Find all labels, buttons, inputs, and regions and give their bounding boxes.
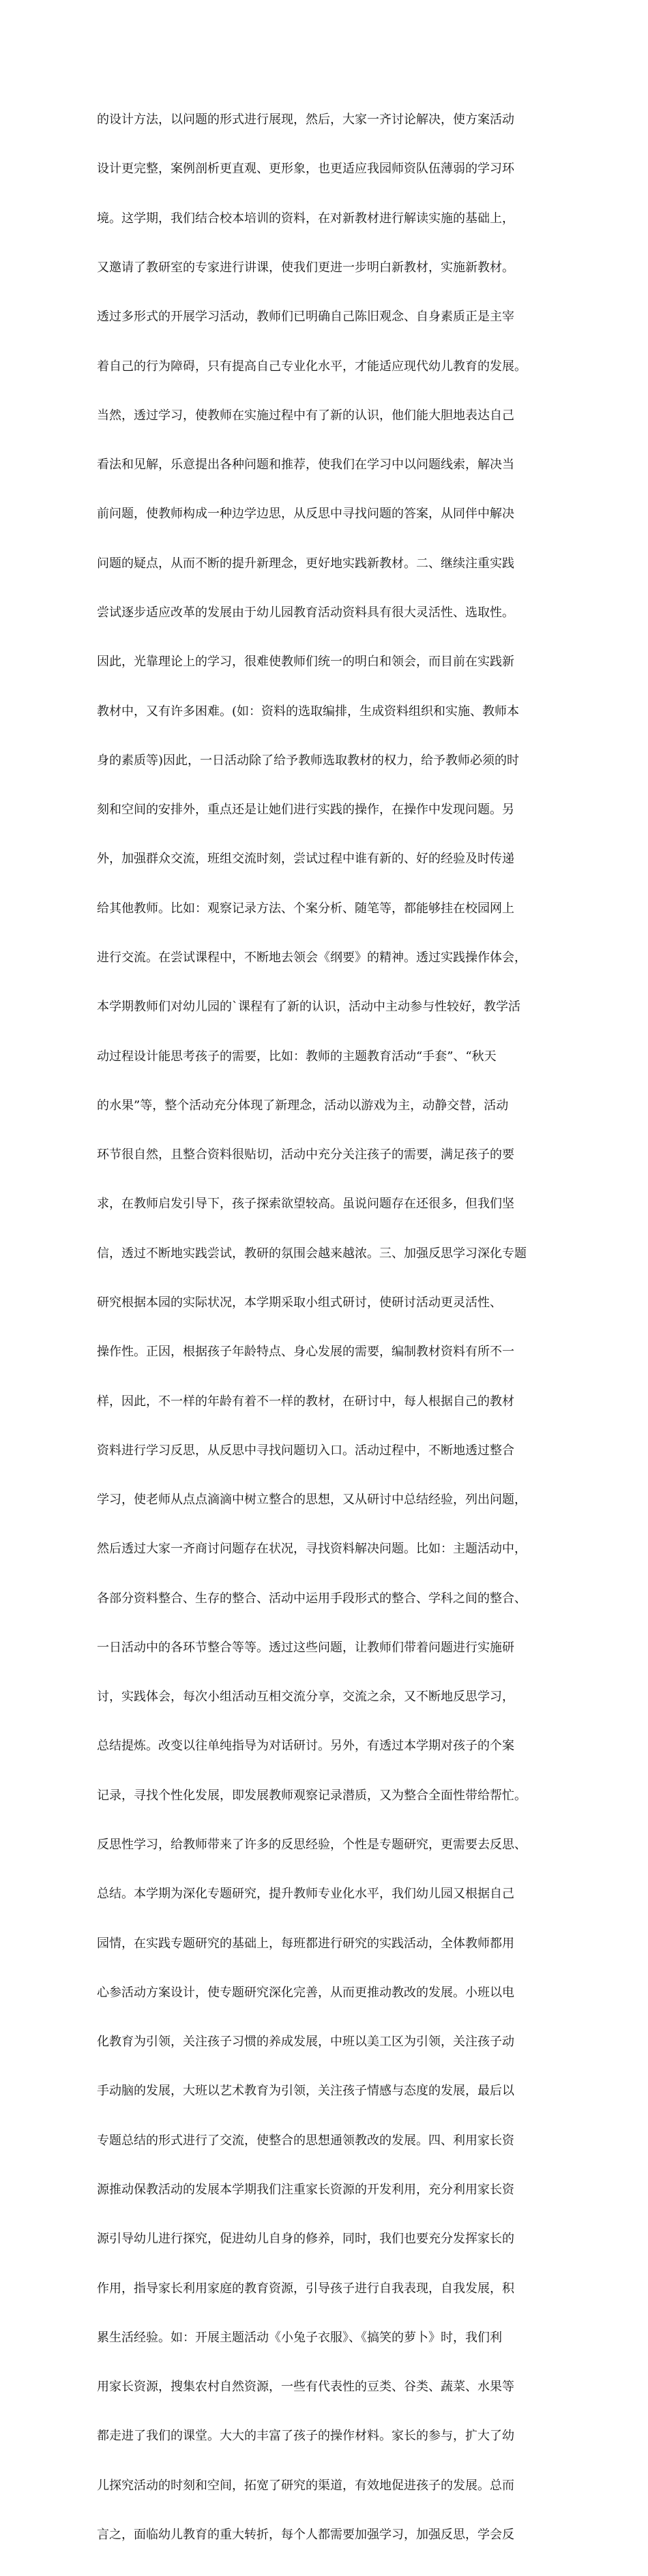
text-line: 设计更完整，案例剖析更直观、更形象，也更适应我园师资队伍薄弱的学习环 (97, 162, 514, 177)
text-line: 各部分资料整合、生存的整合、活动中运用手段形式的整合、学科之间的整合、 (97, 1591, 527, 1606)
text-line: 讨，实践体会，每次小组活动互相交流分享，交流之余，又不断地反思学习， (97, 1690, 514, 1705)
text-line: 心参活动方案设计，使专题研究深化完善，从而更推动教改的发展。小班以电 (97, 1985, 514, 2000)
text-line: 源推动保教活动的发展本学期我们注重家长资源的开发利用，充分利用家长资 (97, 2183, 514, 2197)
text-line: 透过多形式的开展学习活动，教师们已明确自己陈旧观念、自身素质正是主宰 (97, 310, 514, 325)
text-line: 源引导幼儿进行探究，促进幼儿自身的修养，同时，我们也要充分发挥家长的 (97, 2232, 514, 2247)
text-line: 用家长资源，搜集农村自然资源，一些有代表性的豆类、谷类、蔬菜、水果等 (97, 2380, 514, 2395)
text-line: 求，在教师启发引导下，孩子探索欲望较高。虽说问题存在还很多，但我们坚 (97, 1197, 514, 1212)
text-line: 然后透过大家一齐商讨问题存在状况，寻找资料解决问题。比如：主题活动中， (97, 1542, 527, 1557)
text-line: 信，透过不断地实践尝试，教研的氛围会越来越浓。三、加强反思学习深化专题 (97, 1246, 527, 1261)
text-line: 问题的疑点，从而不断的提升新理念，更好地实践新教材。二、继续注重实践 (97, 556, 514, 571)
text-line: 教材中，又有许多困难。(如：资料的选取编排，生成资料组织和实施、教师本 (97, 704, 520, 719)
text-line: 反思性学习，给教师带来了许多的反思经验，个性是专题研究，更需要去反思、 (97, 1838, 527, 1853)
text-line: 化教育为引领，关注孩子习惯的养成发展，中班以美工区为引领，关注孩子动 (97, 2035, 514, 2050)
text-line: 操作性。正因，根据孩子年龄特点、身心发展的需要，编制教材资料有所不一 (97, 1345, 514, 1360)
text-line: 手动脑的发展，大班以艺术教育为引领，关注孩子情感与态度的发展，最后以 (97, 2084, 514, 2099)
text-line: 都走进了我们的课堂。大大的丰富了孩子的操作材料。家长的参与，扩大了幼 (97, 2429, 514, 2444)
text-line: 外，加强群众交流，班组交流时刻，尝试过程中谁有新的、好的经验及时传递 (97, 852, 514, 867)
text-line: 本学期教师们对幼儿园的`课程有了新的认识，活动中主动参与性较好，教学活 (97, 1000, 520, 1015)
text-line: 园情，在实践专题研究的基础上，每班都进行研究的实践活动，全体教师都用 (97, 1936, 514, 1951)
text-line: 专题总结的形式进行了交流，使整合的思想通领教改的发展。四、利用家长资 (97, 2133, 514, 2148)
text-line: 学习，使老师从点点滴滴中树立整合的思想，又从研讨中总结经验，列出问题， (97, 1493, 527, 1508)
text-line: 进行交流。在尝试课程中，不断地去领会《纲要》的精神。透过实践操作体会， (97, 950, 527, 965)
text-line: 刻和空间的安排外，重点还是让她们进行实践的操作，在操作中发现问题。另 (97, 803, 514, 818)
text-line: 样，因此，不一样的年龄有着不一样的教材，在研讨中，每人根据自己的教材 (97, 1394, 514, 1409)
body-text (97, 79, 554, 2576)
text-line: 累生活经验。如：开展主题活动《小兔子衣服》、《搞笑的萝卜》时，我们利 (97, 2330, 502, 2345)
text-line: 的设计方法，以问题的形式进行展现，然后，大家一齐讨论解决，使方案活动 (97, 113, 514, 128)
text-line: 儿探究活动的时刻和空间，拓宽了研究的渠道，有效地促进孩子的发展。总而 (97, 2478, 514, 2493)
text-line: 当然，透过学习，使教师在实施过程中有了新的认识，他们能大胆地表达自己 (97, 408, 514, 423)
text-line: 又邀请了教研室的专家进行讲课，使我们更进一步明白新教材，实施新教材。 (97, 260, 514, 275)
text-line: 着自己的行为障碍，只有提高自己专业化水平，才能适应现代幼儿教育的发展。 (97, 359, 527, 374)
text-line: 身的素质等)因此，一日活动除了给予教师选取教材的权力，给予教师必须的时 (97, 753, 520, 768)
text-line: 研究根据本园的实际状况，本学期采取小组式研讨，使研讨活动更灵活性、 (97, 1295, 502, 1310)
text-line: 动过程设计能思考孩子的需要，比如：教师的主题教育活动“手套”、“秋天 (97, 1049, 497, 1064)
text-line: 给其他教师。比如：观察记录方法、个案分析、随笔等，都能够挂在校园网上 (97, 901, 514, 916)
text-line: 记录，寻找个性化发展，即发展教师观察记录潜质，又为整合全面性带给帮忙。 (97, 1788, 527, 1803)
text-line: 前问题，使教师构成一种边学边思，从反思中寻找问题的答案，从同伴中解决 (97, 507, 514, 522)
text-line: 资料进行学习反思，从反思中寻找问题切入口。活动过程中，不断地透过整合 (97, 1443, 514, 1458)
text-line: 因此，光靠理论上的学习，很难使教师们统一的明白和领会，而目前在实践新 (97, 655, 514, 670)
text-line: 环节很自然，且整合资料很贴切，活动中充分关注孩子的需要，满足孩子的要 (97, 1148, 514, 1163)
text-line: 言之，面临幼儿教育的重大转折，每个人都需要加强学习，加强反思，学会反 (97, 2527, 514, 2542)
text-line: 境。这学期，我们结合校本培训的资料，在对新教材进行解读实施的基础上， (97, 211, 514, 226)
text-line: 看法和见解，乐意提出各种问题和推荐，使我们在学习中以问题线索，解决当 (97, 458, 514, 473)
text-line: 总结提炼。改变以往单纯指导为对话研讨。另外，有透过本学期对孩子的个案 (97, 1739, 514, 1754)
text-line: 的水果”等，整个活动充分体现了新理念，活动以游戏为主，动静交替，活动 (97, 1098, 509, 1113)
text-line: 作用，指导家长利用家庭的教育资源，引导孩子进行自我表现，自我发展，积 (97, 2281, 514, 2296)
text-line: 一日活动中的各环节整合等等。透过这些问题，让教师们带着问题进行实施研 (97, 1640, 514, 1655)
text-line: 总结。本学期为深化专题研究，提升教师专业化水平，我们幼儿园又根据自己 (97, 1887, 514, 1902)
text-line: 尝试逐步适应改革的发展由于幼儿园教育活动资料具有很大灵活性、选取性。 (97, 605, 514, 620)
